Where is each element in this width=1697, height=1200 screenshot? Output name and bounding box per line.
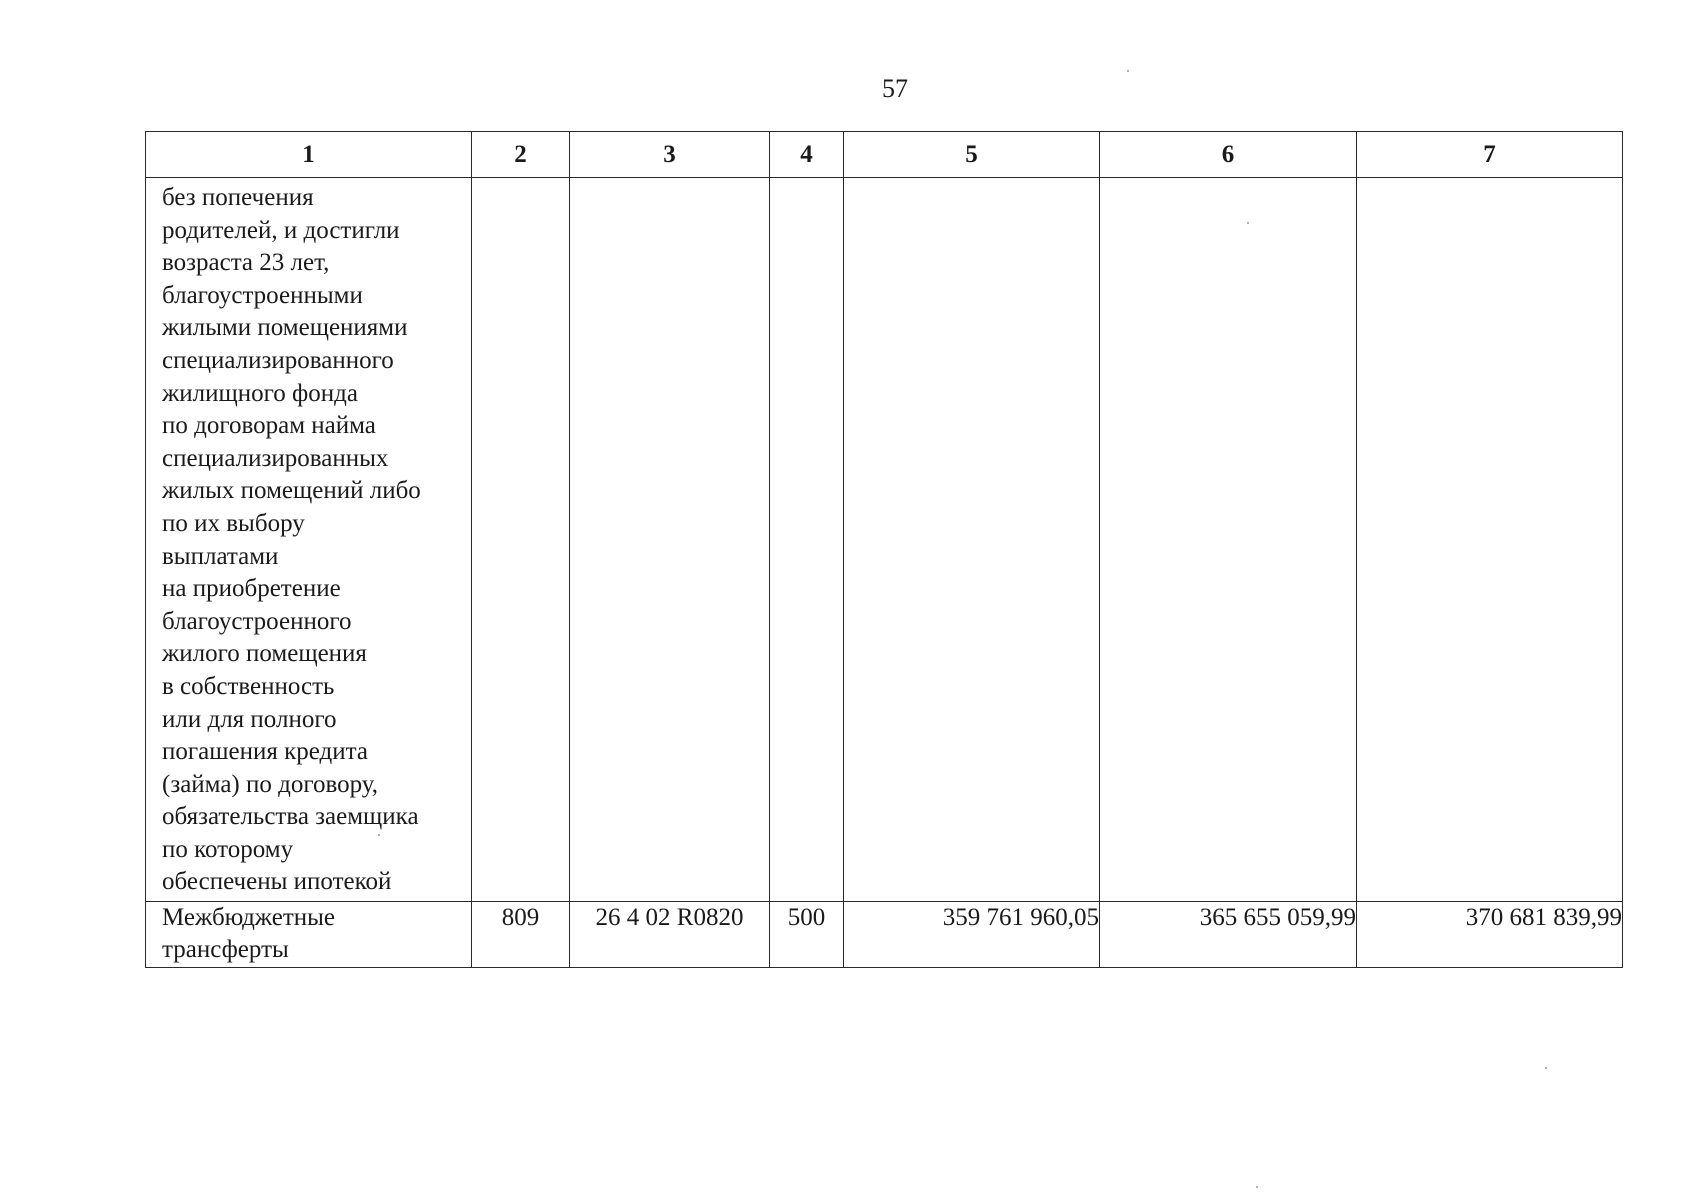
description-line: жилых помещений либо: [162, 477, 421, 505]
amount-year-1: 359 761 960,05: [844, 902, 1100, 968]
empty-cell: [1357, 178, 1623, 902]
column-header-3: 3: [570, 132, 770, 178]
description-line: специализированных: [162, 444, 389, 472]
table-header-row: [146, 132, 1623, 178]
transfer-description: [146, 902, 472, 968]
budget-table: [145, 131, 1623, 968]
empty-cell: [844, 178, 1100, 902]
description-line: родителей, и достигли: [162, 216, 400, 244]
description-line: возраста 23 лет,: [162, 249, 330, 277]
description-line: (займа) по договору,: [162, 770, 379, 798]
description-line: жилого помещения: [162, 640, 367, 668]
scan-speck: [1127, 70, 1129, 72]
column-header-1: 1: [146, 132, 472, 178]
amount-year-3: 370 681 839,99: [1357, 902, 1623, 968]
page-number: 57: [882, 74, 908, 103]
empty-cell: [570, 178, 770, 902]
table-row: [146, 902, 1623, 968]
column-header-5: 5: [844, 132, 1100, 178]
description-line: по их выбору: [162, 509, 305, 537]
empty-cell: [1100, 178, 1357, 902]
description-line: обязательства заемщика: [162, 803, 419, 831]
continuation-description: [146, 178, 472, 902]
description-line: Межбюджетные: [162, 904, 336, 932]
description-line: или для полного: [162, 705, 337, 733]
description-line: по которому: [162, 835, 294, 863]
description-line: благоустроенными: [162, 281, 363, 309]
description-line: без попечения: [162, 184, 314, 211]
column-header-4: 4: [770, 132, 844, 178]
description-line: жилищного фонда: [162, 379, 358, 407]
column-header-2: 2: [472, 132, 570, 178]
continuation-row: [146, 178, 1623, 902]
description-line: в собственность: [162, 672, 335, 700]
description-line: благоустроенного: [162, 607, 352, 635]
column-header-7: 7: [1357, 132, 1623, 178]
scan-speck: [1545, 1067, 1547, 1069]
description-line: на приобретение: [162, 575, 341, 603]
scan-speck: [378, 834, 380, 836]
target-article-code: 26 4 02 R0820: [570, 902, 770, 968]
scan-speck: [1256, 1186, 1258, 1188]
scan-speck: [1247, 222, 1249, 224]
amount-year-2: 365 655 059,99: [1100, 902, 1357, 968]
empty-cell: [770, 178, 844, 902]
description-line: погашения кредита: [162, 738, 368, 766]
description-line: по договорам найма: [162, 412, 376, 440]
column-header-6: 6: [1100, 132, 1357, 178]
description-line: жилыми помещениями: [162, 314, 408, 342]
description-line: обеспечены ипотекой: [162, 868, 392, 896]
description-line: выплатами: [162, 542, 279, 570]
description-line: трансферты: [162, 936, 289, 964]
expense-type-code: 500: [770, 902, 844, 968]
ministry-code: 809: [472, 902, 570, 968]
description-line: специализированного: [162, 346, 394, 374]
description-lines: [146, 178, 471, 901]
empty-cell: [472, 178, 570, 902]
